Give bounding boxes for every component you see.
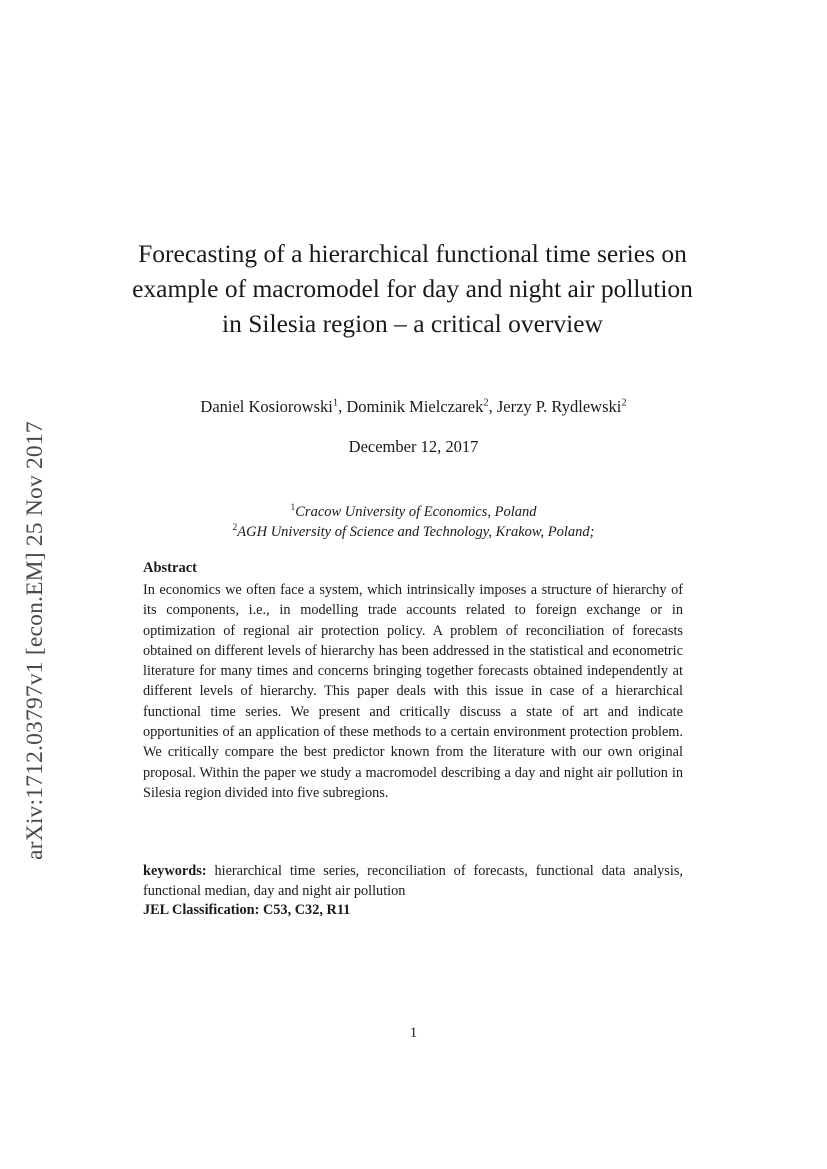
- author-affiliation-mark: 2: [621, 397, 627, 409]
- affiliation-1: [100, 503, 727, 521]
- author-list: [100, 397, 727, 417]
- page-number: 1: [409, 1025, 418, 1041]
- arxiv-identifier-stamp: arXiv:1712.03797v1 [econ.EM] 25 Nov 2017: [22, 421, 48, 860]
- author-affiliation-mark: 2: [483, 397, 489, 409]
- jel-codes: C53, C32, R11: [262, 902, 351, 918]
- abstract-text: In economics we often face a system, which intrinsically imposes a structure of hierarchy of its components, i.e., in modelling trade accounts related to foreign exchange or in optimization of regional air protection policy. A problem of reconciliation of forecasts obtained on different levels of hierarchy has been addressed in the statistical and econometric literature for many times and concerns bringing together forecasts obtained independently at different levels of hierarchy. This paper deals with this issue in case of a hierarchical functional time series. We present and critically discuss a state of art and indicate opportunities of an application of these methods to a certain environment protection problem. We critically compare the best predictor known from the literature with our own original proposal. Within the paper we study a macromodel describing a day and night air pollution in Silesia region divided into five subregions.: [143, 582, 683, 801]
- author-separator: ,: [488, 397, 497, 416]
- jel-label: JEL Classification:: [143, 902, 260, 918]
- jel-classification: [143, 902, 350, 919]
- author-separator: ,: [338, 397, 347, 416]
- affiliation-name: Cracow University of Economics, Poland: [295, 503, 537, 520]
- abstract-heading: Abstract: [143, 560, 197, 576]
- paper-date: December 12, 2017: [348, 437, 479, 456]
- keywords-text: hierarchical time series, reconciliation of forecasts, functional data analysis, functional median, day and night air pollution: [143, 863, 683, 900]
- author-name: Jerzy P. Rydlewski: [496, 397, 622, 416]
- affiliation-2: [100, 523, 727, 541]
- affiliation-name: AGH University of Science and Technology, Krakow, Poland;: [237, 523, 595, 540]
- author-affiliation-mark: 1: [332, 397, 339, 409]
- keywords-label: keywords:: [143, 863, 207, 879]
- affiliation-mark: 2: [232, 523, 238, 533]
- affiliation-mark: 1: [290, 503, 296, 513]
- author-name: Daniel Kosiorowski: [200, 397, 333, 416]
- keywords-line: [143, 861, 683, 902]
- paper-title: Forecasting of a hierarchical functional time series on example of macromodel for day and night air pollution in Silesia region – a critical overview: [132, 239, 693, 338]
- author-name: Dominik Mielczarek: [346, 397, 484, 416]
